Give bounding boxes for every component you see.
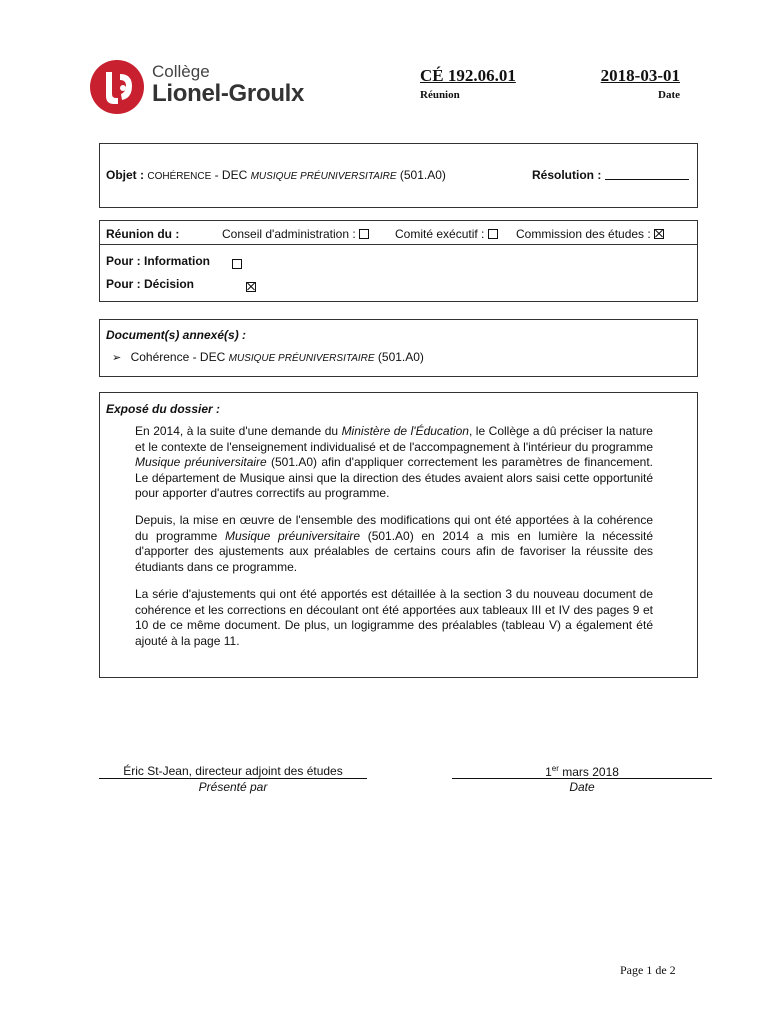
objet-line	[106, 168, 446, 182]
p1-text-d: Musique préuniversitaire	[135, 455, 267, 469]
logo-line2: Lionel-Groulx	[152, 80, 305, 107]
college-emblem-icon	[90, 60, 144, 114]
documents-label: Document(s) annexé(s) :	[106, 328, 247, 342]
document-item-part1: Cohérence - DEC	[130, 350, 229, 364]
presenter-signature-line	[99, 778, 367, 779]
p1-text-b: Ministère de l'Éducation	[341, 424, 469, 438]
expose-paragraph-1	[135, 424, 653, 502]
reunion-label: Réunion du :	[106, 227, 180, 241]
info-checkbox[interactable]	[232, 259, 242, 269]
decision-checkbox[interactable]	[246, 282, 256, 292]
objet-label: Objet :	[106, 168, 144, 182]
presenter-name: Éric St-Jean, directeur adjoint des études	[123, 764, 343, 778]
p1-text-a: En 2014, à la suite d'une demande du	[135, 424, 342, 438]
document-item	[112, 350, 424, 364]
objet-box	[99, 143, 698, 208]
objet-part4: (501.A0)	[396, 168, 446, 182]
commission-option	[516, 227, 664, 241]
p1-text-c: , le Collège a dû préciser la nature et le contexte de l'enseignement individualisé et de l'accompagnement à l'intérieur du programme	[135, 424, 653, 454]
presenter-label: Présenté par	[198, 780, 268, 794]
resolution-field[interactable]	[605, 169, 689, 180]
page-number: Page 1 de 2	[620, 963, 676, 977]
pour-info-label: Pour : Information	[106, 254, 210, 268]
commission-checkbox[interactable]	[654, 229, 664, 239]
reunion-box	[99, 220, 698, 302]
p2-text-c: (501.A0) en 2014 a mis en lumière la nécessité d'apporter des ajustements aux préalables de certains cours afin de favoriser la réussite des étudiants dans ce programme.	[135, 528, 653, 574]
comite-option	[395, 227, 498, 241]
college-logo	[90, 60, 310, 118]
document-date: 2018-03-01	[600, 66, 680, 85]
objet-part2: - DEC	[211, 168, 251, 182]
p1-text-e: (501.A0) afin d'appliquer correctement les paramètres de financement. Le département de Musique ainsi que la direction des études avaient alors saisi cette opportunité pour apporter d'autres correctifs au programme.	[135, 455, 653, 500]
expose-label: Exposé du dossier :	[106, 402, 221, 416]
date-rest: mars 2018	[558, 765, 619, 779]
document-number-label: Réunion	[420, 89, 460, 101]
expose-paragraph-3: La série d'ajustements qui ont été apportés est détaillée à la section 3 du nouveau document de cohérence et les corrections en découlant ont été apportées aux tableaux III et IV des pages 9 et 10 de ce même document. De plus, un logigramme des préalables (tableau V) a également été ajouté à la page 11.	[135, 587, 653, 648]
document-item-part2: MUSIQUE PRÉUNIVERSITAIRE	[228, 353, 375, 364]
document-number: CÉ 192.06.01	[420, 66, 516, 85]
p2-text-b: Musique préuniversitaire	[225, 528, 361, 543]
date-sup: er	[551, 764, 559, 773]
document-item-part3: (501.A0)	[374, 350, 424, 364]
arrow-bullet-icon: ➢	[112, 352, 122, 364]
conseil-checkbox[interactable]	[359, 229, 369, 239]
date-signature-line	[452, 778, 712, 779]
commission-label: Commission des études :	[516, 227, 651, 241]
logo-line1: Collège	[152, 62, 210, 81]
date-day: 1	[545, 765, 552, 779]
objet-part1: COHÉRENCE	[147, 171, 212, 182]
comite-checkbox[interactable]	[488, 229, 498, 239]
comite-label: Comité exécutif :	[395, 227, 485, 241]
document-date-label: Date	[658, 89, 680, 101]
conseil-option	[222, 227, 369, 241]
pour-decision-label: Pour : Décision	[106, 277, 195, 291]
objet-part3: MUSIQUE PRÉUNIVERSITAIRE	[250, 171, 397, 182]
resolution-line	[532, 168, 689, 182]
p2-text-a: Depuis, la mise en œuvre de l'ensemble des modifications qui ont été apportées à la cohérence du programme	[135, 513, 653, 543]
expose-paragraph-2	[135, 513, 653, 575]
resolution-label: Résolution :	[532, 168, 602, 182]
signature-date	[452, 764, 712, 779]
conseil-label: Conseil d'administration :	[222, 227, 356, 241]
date-label: Date	[569, 780, 595, 794]
documents-box	[99, 319, 698, 377]
reunion-row	[100, 221, 697, 245]
